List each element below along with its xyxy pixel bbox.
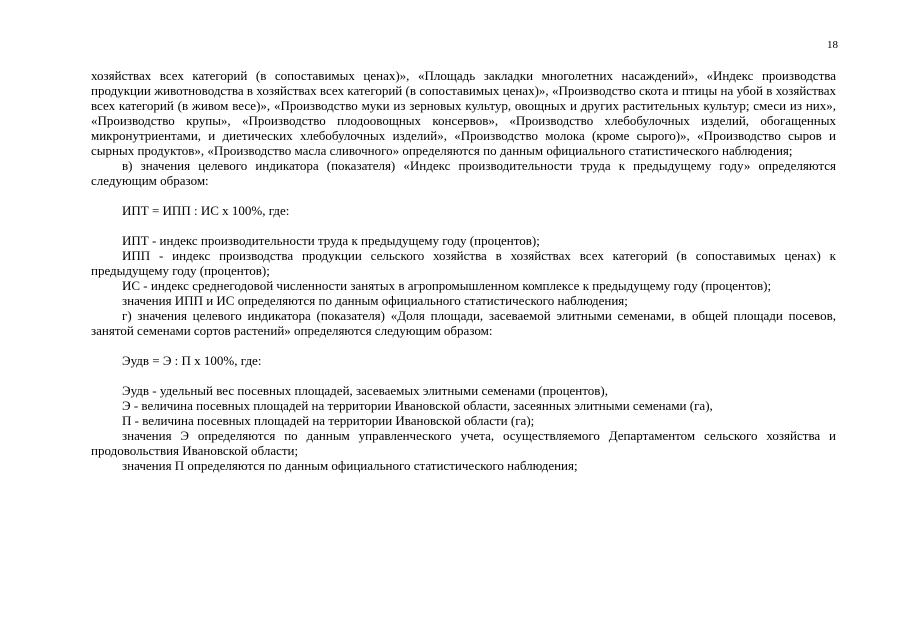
definition-p: П - величина посевных площадей на территории Ивановской области (га); [122,413,535,428]
definition-is: ИС - индекс среднегодовой численности занятых в агропромышленном комплексе к предыдущему году (процентов); [122,278,772,293]
spacer [91,368,836,383]
paragraph-labor-productivity-intro: в) значения целевого индикатора (показателя) «Индекс производительности труда к предыдущему году» определяются следующим образом: [91,158,836,188]
paragraph-p-source: значения П определяются по данным официального статистического наблюдения; [122,458,578,473]
definition-ipp: ИПП - индекс производства продукции сельского хозяйства в хозяйствах всех категорий (в сопоставимых ценах) к предыдущему году (процентов); [91,248,836,278]
paragraph-ipp-is-source: значения ИПП и ИС определяются по данным официального статистического наблюдения; [122,293,628,308]
definition-ipt: ИПТ - индекс производительности труда к предыдущему году (процентов); [122,233,540,248]
spacer [91,188,836,203]
definition-e: Э - величина посевных площадей на территории Ивановской области, засеянных элитными семенами (га), [122,398,713,413]
spacer [91,338,836,353]
formula-eudv: Эудв = Э : П х 100%, где: [122,353,262,368]
document-body [91,68,836,473]
spacer [91,218,836,233]
paragraph-product-list: хозяйствах всех категорий (в сопоставимых ценах)», «Площадь закладки многолетних насаждений», «Индекс производства продукции животноводства в хозяйствах всех категорий (в сопоставимых ценах)», «Производство скота и птицы на убой в хозяйствах всех категорий (в живом весе)», «Производство муки из зерновых культур, овощных и других растительных культур; смеси из них», «Производство крупы», «Производство плодоовощных консервов», «Производство хлебобулочных изделий, обогащенных микронутриентами, и диетических хлебобулочных изделий», «Производство молока (кроме сырого)», «Производство сыров и сырных продуктов», «Производство масла сливочного» определяются по данным официального статистического наблюдения; [91,68,836,158]
definition-eudv: Эудв - удельный вес посевных площадей, засеваемых элитными семенами (процентов), [122,383,608,398]
paragraph-e-source: значения Э определяются по данным управленческого учета, осуществляемого Департаментом сельского хозяйства и продовольствия Ивановской области; [91,428,836,458]
formula-ipt: ИПТ = ИПП : ИС х 100%, где: [122,203,290,218]
page-number: 18 [827,39,838,51]
paragraph-elite-seed-intro: г) значения целевого индикатора (показателя) «Доля площади, засеваемой элитными семенами, в общей площади посевов, занятой семенами сортов растений» определяются следующим образом: [91,308,836,338]
